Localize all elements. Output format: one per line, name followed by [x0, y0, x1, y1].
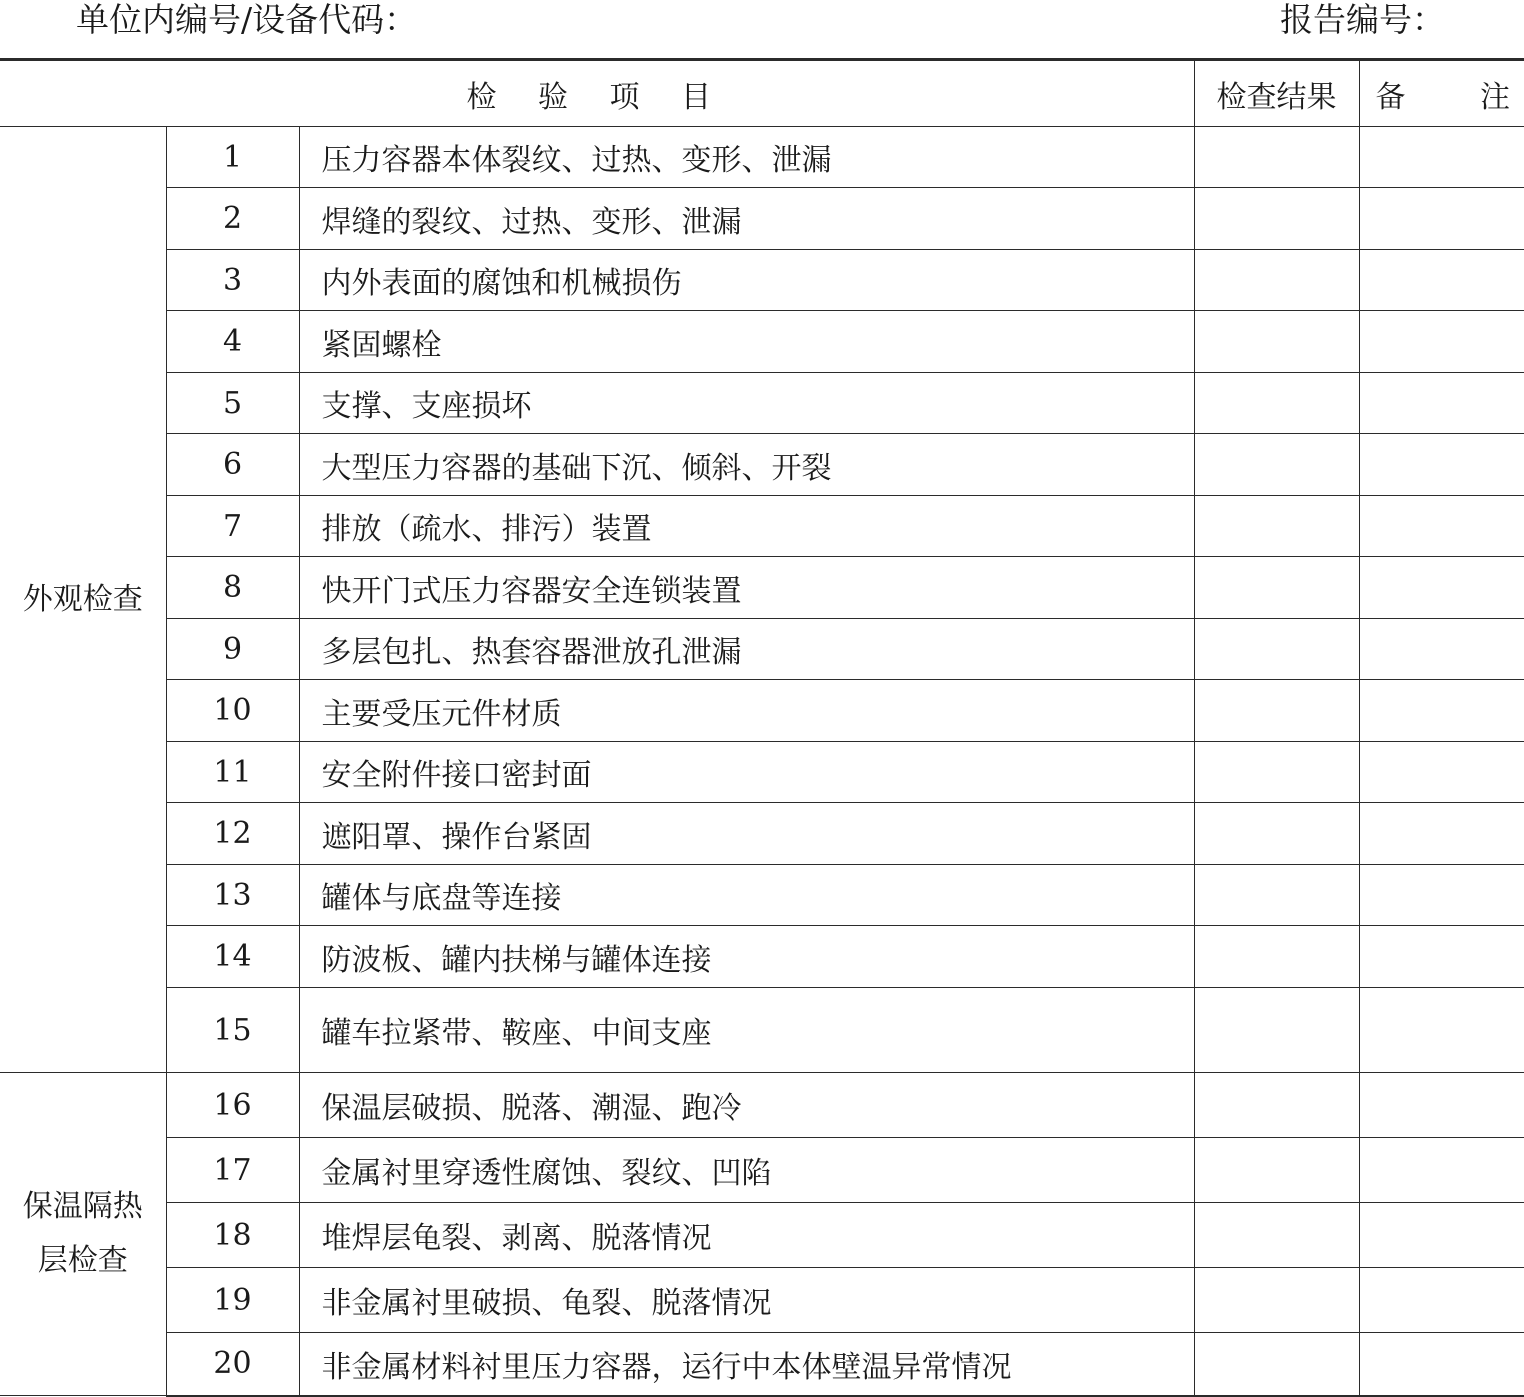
remark-cell — [1359, 680, 1524, 742]
category-label-line2: 层检查 — [37, 1243, 128, 1278]
table-row — [0, 496, 1524, 557]
check-result-cell — [1194, 1268, 1359, 1333]
check-result-cell — [1194, 926, 1359, 988]
header-check-result: 检查结果 — [1194, 60, 1359, 127]
check-result-cell — [1194, 619, 1359, 680]
item-number: 19 — [166, 1268, 299, 1333]
check-result-cell — [1194, 742, 1359, 803]
check-result-cell — [1194, 373, 1359, 434]
table-row — [0, 188, 1524, 250]
table-row — [0, 373, 1524, 434]
item-number: 9 — [166, 619, 299, 680]
item-description: 遮阳罩、操作台紧固 — [299, 803, 1194, 865]
check-result-cell — [1194, 188, 1359, 250]
item-number: 8 — [166, 557, 299, 619]
item-number: 3 — [166, 250, 299, 311]
item-number: 16 — [166, 1073, 299, 1138]
table-row — [0, 865, 1524, 926]
item-description: 主要受压元件材质 — [299, 680, 1194, 742]
item-description: 安全附件接口密封面 — [299, 742, 1194, 803]
item-number: 1 — [166, 127, 299, 188]
item-number: 6 — [166, 434, 299, 496]
check-result-cell — [1194, 865, 1359, 926]
header-remarks-part2: 注 — [1480, 79, 1511, 115]
item-description: 堆焊层龟裂、剥离、脱落情况 — [299, 1203, 1194, 1268]
remark-cell — [1359, 434, 1524, 496]
table-row — [0, 803, 1524, 865]
remark-cell — [1359, 803, 1524, 865]
remark-cell — [1359, 619, 1524, 680]
check-result-cell — [1194, 1073, 1359, 1138]
item-number: 18 — [166, 1203, 299, 1268]
item-number: 7 — [166, 496, 299, 557]
check-result-cell — [1194, 311, 1359, 373]
check-result-cell — [1194, 1138, 1359, 1203]
table-row — [0, 250, 1524, 311]
item-number: 13 — [166, 865, 299, 926]
item-description: 罐车拉紧带、鞍座、中间支座 — [299, 988, 1194, 1073]
remark-cell — [1359, 1268, 1524, 1333]
remark-cell — [1359, 1333, 1524, 1396]
remark-cell — [1359, 557, 1524, 619]
table-row — [0, 1138, 1524, 1203]
table-row — [0, 434, 1524, 496]
item-number: 20 — [166, 1333, 299, 1396]
item-description: 紧固螺栓 — [299, 311, 1194, 373]
item-number: 15 — [166, 988, 299, 1073]
item-number: 5 — [166, 373, 299, 434]
item-number: 4 — [166, 311, 299, 373]
check-result-cell — [1194, 1203, 1359, 1268]
table-row — [0, 680, 1524, 742]
remark-cell — [1359, 1203, 1524, 1268]
item-description: 多层包扎、热套容器泄放孔泄漏 — [299, 619, 1194, 680]
item-description: 罐体与底盘等连接 — [299, 865, 1194, 926]
item-description: 金属衬里穿透性腐蚀、裂纹、凹陷 — [299, 1138, 1194, 1203]
item-number: 12 — [166, 803, 299, 865]
item-description: 内外表面的腐蚀和机械损伤 — [299, 250, 1194, 311]
check-result-cell — [1194, 1333, 1359, 1396]
header-remarks-part1: 备 — [1375, 79, 1406, 115]
item-description: 非金属材料衬里压力容器，运行中本体壁温异常情况 — [299, 1333, 1194, 1396]
check-result-cell — [1194, 127, 1359, 188]
item-number: 14 — [166, 926, 299, 988]
remark-cell — [1359, 865, 1524, 926]
remark-cell — [1359, 1138, 1524, 1203]
table-row — [0, 1073, 1524, 1138]
remark-cell — [1359, 496, 1524, 557]
item-description: 防波板、罐内扶梯与罐体连接 — [299, 926, 1194, 988]
remark-cell — [1359, 742, 1524, 803]
check-result-cell — [1194, 496, 1359, 557]
remark-cell — [1359, 250, 1524, 311]
remark-cell — [1359, 127, 1524, 188]
table-row — [0, 311, 1524, 373]
table-header-row — [0, 60, 1524, 127]
check-result-cell — [1194, 803, 1359, 865]
item-number: 10 — [166, 680, 299, 742]
remark-cell — [1359, 1073, 1524, 1138]
table-row — [0, 619, 1524, 680]
table-row — [0, 926, 1524, 988]
check-result-cell — [1194, 680, 1359, 742]
remark-cell — [1359, 188, 1524, 250]
category-label-line1: 保温隔热 — [22, 1189, 143, 1224]
category-label: 外观检查 — [22, 581, 143, 617]
header-inspection-item: 检 验 项 目 — [0, 60, 1194, 127]
item-number: 17 — [166, 1138, 299, 1203]
table-row — [0, 1333, 1524, 1396]
remark-cell — [1359, 988, 1524, 1073]
item-description: 快开门式压力容器安全连锁装置 — [299, 557, 1194, 619]
table-row — [0, 1203, 1524, 1268]
report-number-label: 报告编号： — [1280, 0, 1445, 39]
check-result-cell — [1194, 434, 1359, 496]
inspection-table — [0, 58, 1524, 1397]
table-row — [0, 127, 1524, 188]
unit-code-label: 单位内编号/设备代码： — [76, 0, 418, 39]
item-number: 2 — [166, 188, 299, 250]
remark-cell — [1359, 373, 1524, 434]
item-description: 压力容器本体裂纹、过热、变形、泄漏 — [299, 127, 1194, 188]
item-description: 支撑、支座损坏 — [299, 373, 1194, 434]
category-insulation-check — [0, 1073, 166, 1396]
item-number: 11 — [166, 742, 299, 803]
remark-cell — [1359, 926, 1524, 988]
check-result-cell — [1194, 988, 1359, 1073]
table-row — [0, 742, 1524, 803]
table-row — [0, 1268, 1524, 1333]
table-row — [0, 557, 1524, 619]
table-row — [0, 988, 1524, 1073]
item-description: 保温层破损、脱落、潮湿、跑冷 — [299, 1073, 1194, 1138]
item-description: 焊缝的裂纹、过热、变形、泄漏 — [299, 188, 1194, 250]
check-result-cell — [1194, 557, 1359, 619]
remark-cell — [1359, 311, 1524, 373]
item-description: 大型压力容器的基础下沉、倾斜、开裂 — [299, 434, 1194, 496]
item-description: 非金属衬里破损、龟裂、脱落情况 — [299, 1268, 1194, 1333]
item-description: 排放（疏水、排污）装置 — [299, 496, 1194, 557]
check-result-cell — [1194, 250, 1359, 311]
header-remarks — [1359, 60, 1524, 127]
category-appearance-check — [0, 127, 166, 1073]
